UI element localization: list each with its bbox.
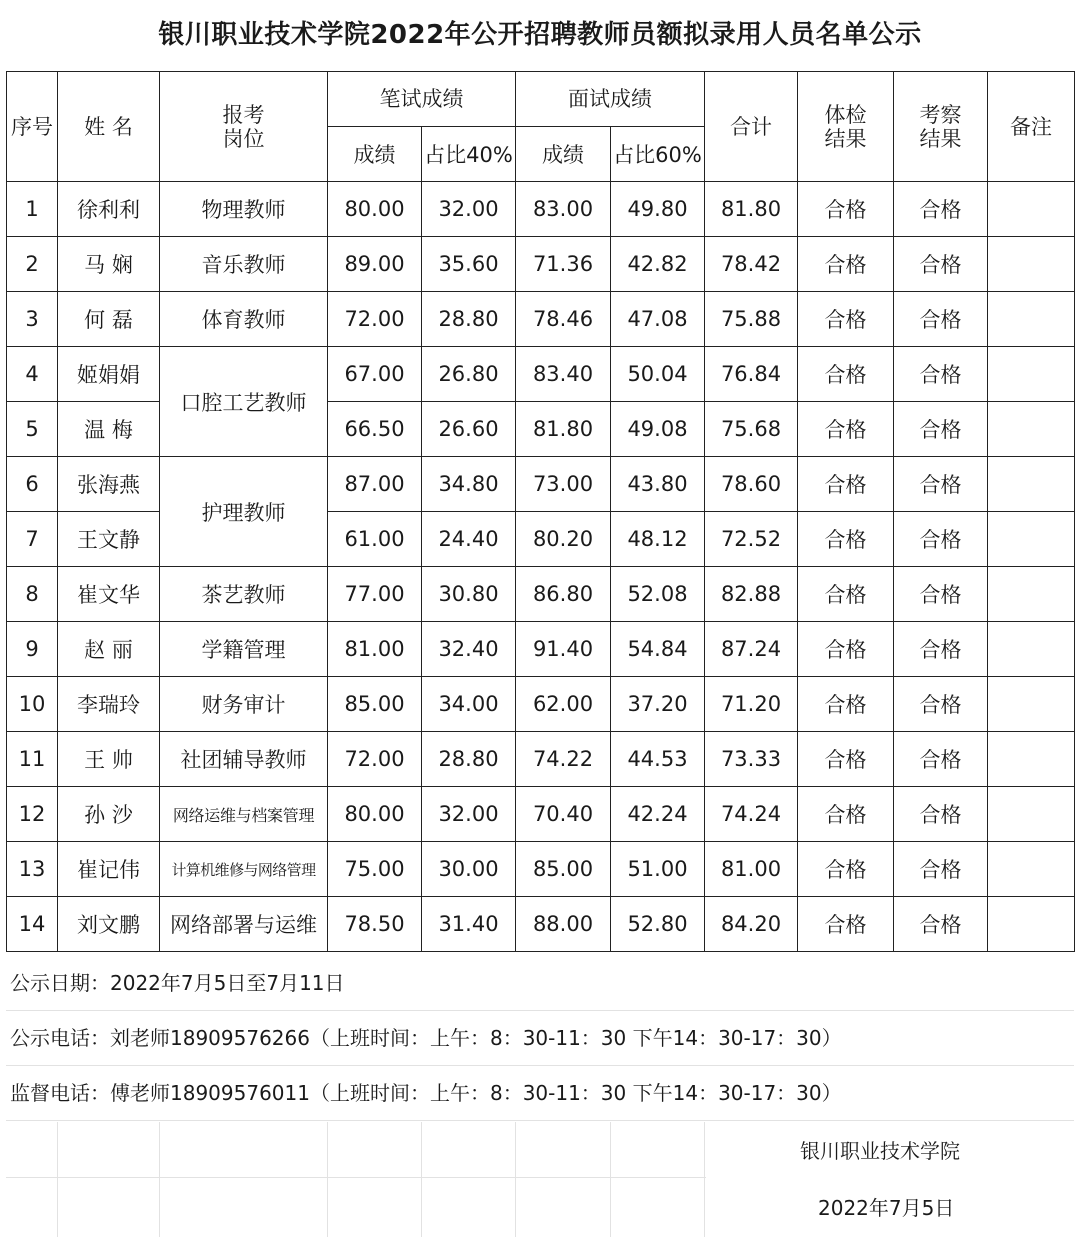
cell-written-pct: 31.40: [422, 897, 516, 952]
cell-interview-score: 80.20: [516, 512, 611, 567]
cell-remark: [988, 512, 1075, 567]
cell-review: 合格: [894, 237, 988, 292]
cell-name: 王文静: [58, 512, 160, 567]
table-row: [7, 237, 1075, 292]
table-row: [7, 182, 1075, 237]
grid-line: [327, 1122, 328, 1237]
cell-seq: 11: [7, 732, 58, 787]
cell-interview-score: 86.80: [516, 567, 611, 622]
cell-remark: [988, 622, 1075, 677]
cell-interview-score: 85.00: [516, 842, 611, 897]
cell-name: 温 梅: [58, 402, 160, 457]
cell-review: 合格: [894, 347, 988, 402]
publication-date: 公示日期：2022年7月5日至7月11日: [10, 971, 345, 995]
cell-health: 合格: [798, 677, 894, 732]
cell-seq: 5: [7, 402, 58, 457]
cell-health: 合格: [798, 402, 894, 457]
cell-health: 合格: [798, 842, 894, 897]
cell-post: 物理教师: [160, 182, 328, 237]
cell-seq: 14: [7, 897, 58, 952]
cell-interview-score: 71.36: [516, 237, 611, 292]
cell-interview-pct: 49.80: [611, 182, 705, 237]
cell-interview-pct: 48.12: [611, 512, 705, 567]
cell-post: 社团辅导教师: [160, 732, 328, 787]
header-written-pct: 占比40%: [422, 127, 516, 182]
cell-post: 网络运维与档案管理: [160, 787, 328, 842]
cell-seq: 4: [7, 347, 58, 402]
footer-date-line: [6, 956, 1074, 1011]
cell-total: 84.20: [705, 897, 798, 952]
cell-review: 合格: [894, 842, 988, 897]
cell-written-score: 80.00: [328, 787, 422, 842]
table-row: [7, 622, 1075, 677]
cell-total: 81.00: [705, 842, 798, 897]
cell-name: 崔记伟: [58, 842, 160, 897]
footer-supervise-line: [6, 1066, 1074, 1121]
cell-written-pct: 28.80: [422, 732, 516, 787]
cell-written-pct: 32.40: [422, 622, 516, 677]
cell-interview-score: 74.22: [516, 732, 611, 787]
cell-seq: 6: [7, 457, 58, 512]
cell-written-pct: 26.60: [422, 402, 516, 457]
cell-post: 音乐教师: [160, 237, 328, 292]
header-health-label: 体检 结果: [824, 102, 867, 151]
cell-seq: 10: [7, 677, 58, 732]
cell-remark: [988, 182, 1075, 237]
cell-seq: 8: [7, 567, 58, 622]
cell-interview-pct: 50.04: [611, 347, 705, 402]
cell-interview-pct: 42.24: [611, 787, 705, 842]
header-row-1: [7, 72, 1075, 127]
cell-interview-pct: 43.80: [611, 457, 705, 512]
grid-line: [57, 1122, 58, 1237]
cell-name: 李瑞玲: [58, 677, 160, 732]
cell-review: 合格: [894, 512, 988, 567]
cell-interview-score: 78.46: [516, 292, 611, 347]
header-seq: 序号: [7, 72, 58, 182]
cell-name: 徐利利: [58, 182, 160, 237]
table-row: [7, 677, 1075, 732]
cell-written-score: 75.00: [328, 842, 422, 897]
cell-seq: 7: [7, 512, 58, 567]
cell-written-pct: 35.60: [422, 237, 516, 292]
cell-seq: 13: [7, 842, 58, 897]
cell-total: 81.80: [705, 182, 798, 237]
cell-remark: [988, 897, 1075, 952]
cell-seq: 1: [7, 182, 58, 237]
cell-total: 73.33: [705, 732, 798, 787]
grid-line: [704, 1122, 705, 1237]
supervision-phone: 监督电话：傅老师18909576011（上班时间：上午：8：30-11：30 下午14：30-17：30）: [10, 1081, 842, 1105]
cell-interview-score: 91.40: [516, 622, 611, 677]
cell-interview-pct: 44.53: [611, 732, 705, 787]
cell-health: 合格: [798, 457, 894, 512]
header-review-label: 考察 结果: [919, 102, 962, 151]
cell-written-score: 66.50: [328, 402, 422, 457]
table-row: [7, 457, 1075, 512]
cell-interview-score: 73.00: [516, 457, 611, 512]
header-remark: 备注: [988, 72, 1075, 182]
cell-written-pct: 32.00: [422, 182, 516, 237]
cell-remark: [988, 732, 1075, 787]
cell-interview-pct: 37.20: [611, 677, 705, 732]
table-row: [7, 347, 1075, 402]
table-row: [7, 732, 1075, 787]
cell-total: 78.42: [705, 237, 798, 292]
cell-written-pct: 34.00: [422, 677, 516, 732]
cell-review: 合格: [894, 677, 988, 732]
cell-written-score: 72.00: [328, 292, 422, 347]
cell-written-pct: 28.80: [422, 292, 516, 347]
cell-written-score: 67.00: [328, 347, 422, 402]
cell-total: 74.24: [705, 787, 798, 842]
cell-review: 合格: [894, 622, 988, 677]
grid-line: [610, 1122, 611, 1237]
cell-health: 合格: [798, 292, 894, 347]
cell-name: 何 磊: [58, 292, 160, 347]
results-table: [6, 71, 1075, 952]
cell-written-score: 77.00: [328, 567, 422, 622]
cell-remark: [988, 402, 1075, 457]
cell-written-score: 78.50: [328, 897, 422, 952]
cell-name: 马 娴: [58, 237, 160, 292]
cell-written-pct: 32.00: [422, 787, 516, 842]
cell-interview-score: 83.00: [516, 182, 611, 237]
cell-review: 合格: [894, 897, 988, 952]
cell-health: 合格: [798, 347, 894, 402]
cell-seq: 2: [7, 237, 58, 292]
header-written-score: 成绩: [328, 127, 422, 182]
cell-post: 网络部署与运维: [160, 897, 328, 952]
cell-total: 76.84: [705, 347, 798, 402]
cell-post: 茶艺教师: [160, 567, 328, 622]
grid-line: [421, 1122, 422, 1237]
cell-interview-pct: 52.08: [611, 567, 705, 622]
cell-remark: [988, 292, 1075, 347]
cell-post: 学籍管理: [160, 622, 328, 677]
cell-review: 合格: [894, 457, 988, 512]
cell-total: 82.88: [705, 567, 798, 622]
cell-remark: [988, 457, 1075, 512]
cell-remark: [988, 567, 1075, 622]
table-row: [7, 897, 1075, 952]
cell-post: 计算机维修与网络管理: [160, 842, 328, 897]
cell-written-pct: 24.40: [422, 512, 516, 567]
cell-total: 72.52: [705, 512, 798, 567]
cell-post: 护理教师: [160, 457, 328, 567]
cell-review: 合格: [894, 567, 988, 622]
cell-written-score: 85.00: [328, 677, 422, 732]
cell-post: 口腔工艺教师: [160, 347, 328, 457]
grid-line: [515, 1122, 516, 1237]
header-interview-pct: 占比60%: [611, 127, 705, 182]
cell-name: 崔文华: [58, 567, 160, 622]
cell-name: 姬娟娟: [58, 347, 160, 402]
cell-review: 合格: [894, 402, 988, 457]
cell-review: 合格: [894, 787, 988, 842]
cell-remark: [988, 677, 1075, 732]
cell-review: 合格: [894, 292, 988, 347]
cell-interview-pct: 54.84: [611, 622, 705, 677]
cell-written-pct: 34.80: [422, 457, 516, 512]
grid-line: [159, 1122, 160, 1237]
table-row: [7, 842, 1075, 897]
cell-health: 合格: [798, 237, 894, 292]
cell-written-score: 81.00: [328, 622, 422, 677]
cell-interview-score: 83.40: [516, 347, 611, 402]
cell-interview-pct: 51.00: [611, 842, 705, 897]
cell-total: 71.20: [705, 677, 798, 732]
contact-phone: 公示电话：刘老师18909576266（上班时间：上午：8：30-11：30 下午14：30-17：30）: [10, 1026, 842, 1050]
cell-remark: [988, 842, 1075, 897]
header-interview: 面试成绩: [516, 72, 705, 127]
cell-remark: [988, 347, 1075, 402]
cell-total: 75.68: [705, 402, 798, 457]
cell-name: 孙 沙: [58, 787, 160, 842]
signature-org: 银川职业技术学院: [800, 1139, 960, 1163]
cell-post: 体育教师: [160, 292, 328, 347]
cell-name: 刘文鹏: [58, 897, 160, 952]
header-total: 合计: [705, 72, 798, 182]
cell-health: 合格: [798, 622, 894, 677]
cell-interview-pct: 47.08: [611, 292, 705, 347]
cell-seq: 9: [7, 622, 58, 677]
header-interview-score: 成绩: [516, 127, 611, 182]
cell-total: 87.24: [705, 622, 798, 677]
cell-health: 合格: [798, 567, 894, 622]
header-review: [894, 72, 988, 182]
cell-interview-score: 81.80: [516, 402, 611, 457]
header-written: 笔试成绩: [328, 72, 516, 127]
cell-name: 王 帅: [58, 732, 160, 787]
table-row: [7, 292, 1075, 347]
table-row: [7, 787, 1075, 842]
cell-health: 合格: [798, 182, 894, 237]
header-health: [798, 72, 894, 182]
cell-health: 合格: [798, 787, 894, 842]
cell-total: 78.60: [705, 457, 798, 512]
cell-health: 合格: [798, 732, 894, 787]
page-title: 银川职业技术学院2022年公开招聘教师员额拟录用人员名单公示: [158, 20, 922, 50]
cell-remark: [988, 237, 1075, 292]
cell-remark: [988, 787, 1075, 842]
cell-written-score: 87.00: [328, 457, 422, 512]
footer-phone-line: [6, 1011, 1074, 1066]
cell-written-score: 89.00: [328, 237, 422, 292]
cell-written-pct: 30.00: [422, 842, 516, 897]
cell-seq: 3: [7, 292, 58, 347]
header-post: [160, 72, 328, 182]
cell-interview-pct: 49.08: [611, 402, 705, 457]
cell-total: 75.88: [705, 292, 798, 347]
cell-interview-score: 62.00: [516, 677, 611, 732]
cell-written-score: 80.00: [328, 182, 422, 237]
signature-date: 2022年7月5日: [818, 1196, 955, 1220]
cell-review: 合格: [894, 182, 988, 237]
cell-written-score: 61.00: [328, 512, 422, 567]
cell-written-score: 72.00: [328, 732, 422, 787]
cell-written-pct: 26.80: [422, 347, 516, 402]
header-name: 姓 名: [58, 72, 160, 182]
cell-interview-pct: 52.80: [611, 897, 705, 952]
cell-seq: 12: [7, 787, 58, 842]
cell-written-pct: 30.80: [422, 567, 516, 622]
cell-health: 合格: [798, 897, 894, 952]
cell-health: 合格: [798, 512, 894, 567]
cell-name: 赵 丽: [58, 622, 160, 677]
cell-interview-pct: 42.82: [611, 237, 705, 292]
cell-post: 财务审计: [160, 677, 328, 732]
table-row: [7, 567, 1075, 622]
cell-review: 合格: [894, 732, 988, 787]
cell-interview-score: 70.40: [516, 787, 611, 842]
cell-interview-score: 88.00: [516, 897, 611, 952]
grid-line: [6, 1177, 706, 1178]
cell-name: 张海燕: [58, 457, 160, 512]
header-post-label: 报考 岗位: [222, 102, 265, 151]
